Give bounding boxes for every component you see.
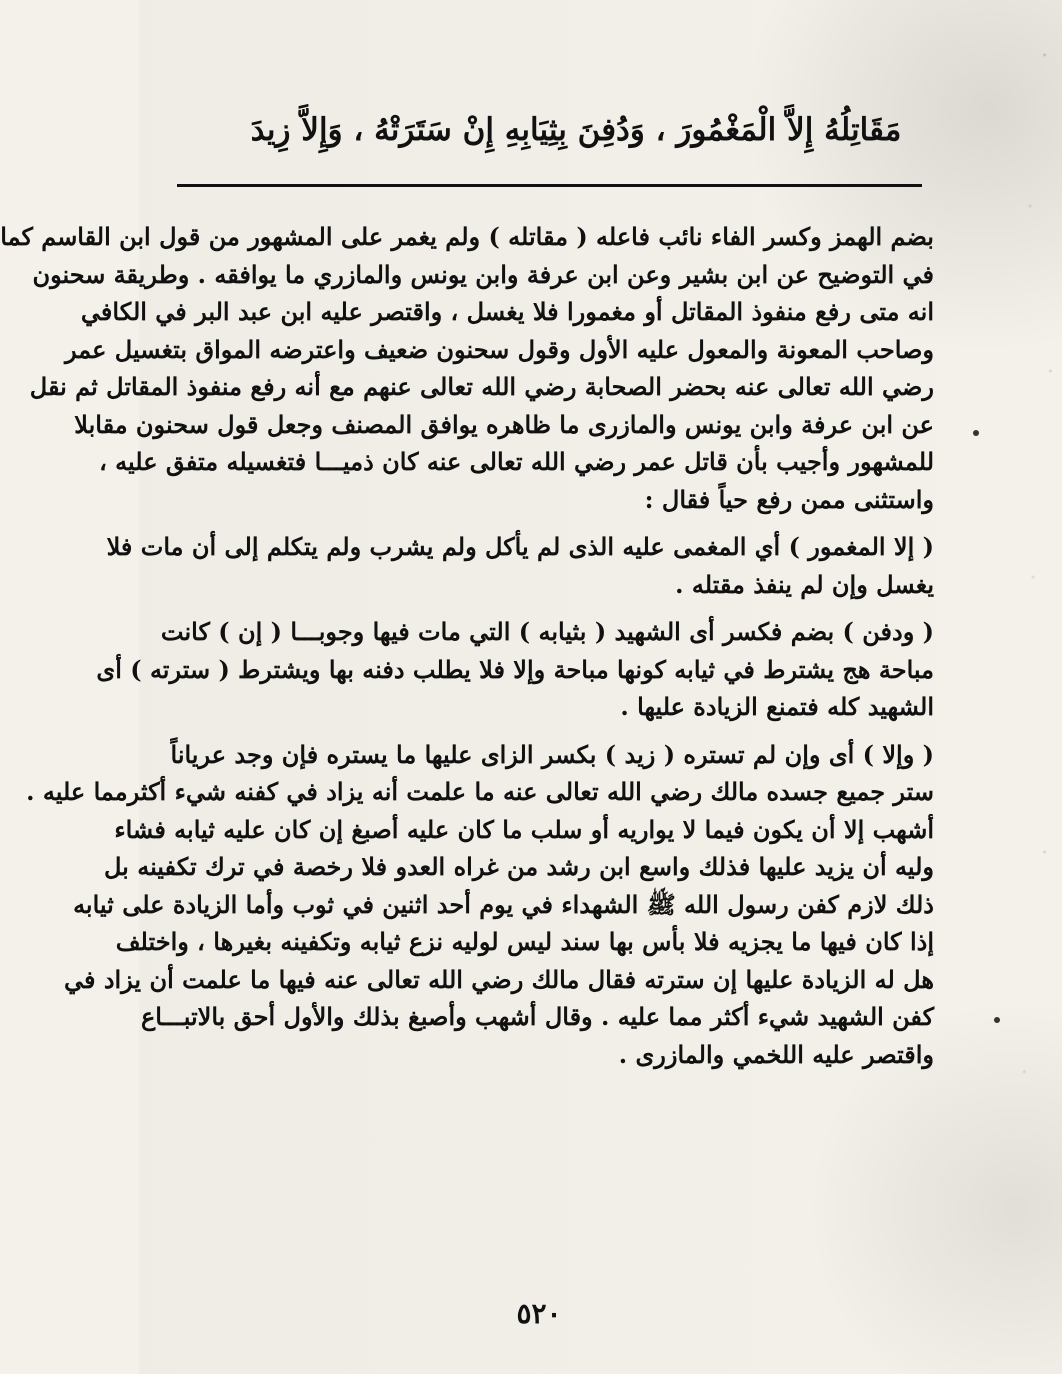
text-line: ذلك لازم كفن رسول الله ﷺ الشهداء في يوم أحد اثنين في ثوب وأما الزيادة على ثيابه — [73, 889, 934, 919]
page-number: ٥٢٠ — [516, 1297, 562, 1330]
text-line: وصاحب المعونة والمعول عليه الأول وقول سحنون ضعيف واعترضه المواق بتغسيل عمر — [64, 334, 934, 364]
text-line: ستر جميع جسده مالك رضي الله تعالى عنه ما علمت أنه يزاد في كفنه شيء أكثرمما عليه . — [26, 777, 934, 806]
text-line: في التوضيح عن ابن بشير وعن ابن عرفة وابن يونس والمازري ما يوافقه . وطريقة سحنون — [32, 259, 934, 289]
paragraph-3 — [96, 613, 934, 726]
text-line: يغسل وإن لم ينفذ مقتله . — [675, 569, 934, 599]
text-line: عن ابن عرفة وابن يونس والمازرى ما ظاهره يوافق المصنف وجعل قول سحنون مقابلا — [74, 409, 934, 439]
text-line: إذا كان فيها ما يجزيه فلا بأس بها سند ليس لوليه نزع ثيابه وتكفينه بغيرها ، واختلف — [115, 927, 934, 956]
page-content — [0, 218, 934, 1083]
paper-edge-marks — [1004, 0, 1062, 1374]
text-line: ( إلا المغمور ) أي المغمى عليه الذى لم يأكل ولم يشرب ولم يتكلم إلى أن مات فلا — [106, 532, 934, 561]
text-line: هل له الزيادة عليها إن سترته فقال مالك رضي الله تعالى عنه فيها ما علمت أن يزاد في — [63, 964, 934, 994]
text-line: ( وإلا ) أى وإن لم تستره ( زيد ) بكسر الزاى عليها ما يستره فإن وجد عرياناً — [170, 739, 934, 769]
text-line: بضم الهمز وكسر الفاء نائب فاعله ( مقاتله ) ولم يغمر على المشهور من قول ابن القاسم كما — [0, 222, 934, 251]
text-line: مباحة هج يشترط في ثيابه كونها مباحة وإلا فلا يطلب دفنه بها ويشترط ( سترته ) أى — [96, 654, 934, 684]
text-line: وليه أن يزيد عليها فذلك واسع ابن رشد من غراه العدو فلا رخصة في ترك تكفينه بل — [103, 852, 934, 881]
text-line: واقتصر عليه اللخمي والمازرى . — [618, 1039, 934, 1069]
paragraph-4 — [26, 736, 934, 1074]
text-line: كفن الشهيد شيء أكثر مما عليه . وقال أشهب وأصبغ بذلك والأول أحق بالاتبـــاع — [140, 1002, 934, 1031]
margin-mark — [994, 1017, 1000, 1023]
text-line: واستثنى ممن رفع حياً فقال : — [644, 484, 934, 514]
text-line: أشهب إلا أن يكون فيما لا يواريه أو سلب ما كان عليه أصبغ إن كان عليه ثيابه فشاء — [114, 814, 934, 844]
paragraph-2 — [106, 528, 934, 603]
text-line: ( ودفن ) بضم فكسر أى الشهيد ( بثيابه ) التي مات فيها وجوبـــا ( إن ) كانت — [160, 617, 934, 646]
text-line: الشهيد كله فتمنع الزيادة عليها . — [620, 692, 934, 721]
text-line: للمشهور وأجيب بأن قاتل عمر رضي الله تعالى عنه كان ذميـــا فتغسيله متفق عليه ، — [99, 447, 934, 476]
text-line: انه متى رفع منفوذ المقاتل أو مغمورا فلا يغسل ، واقتصر عليه ابن عبد البر في الكافي — [80, 297, 934, 326]
text-line: رضي الله تعالى عنه بحضر الصحابة رضي الله تعالى عنهم مع أنه رفع منفوذ المقاتل ثم نقل — [29, 372, 934, 401]
paragraph-1 — [0, 218, 934, 518]
verse-header: مَقَاتِلُهُ إِلاَّ الْمَغْمُورَ ، وَدُفِنَ بِثِيَابِهِ إِنْ سَتَرَتْهُ ، وَإِلاَّ زِيدَ — [250, 112, 902, 148]
margin-mark — [973, 430, 979, 436]
header-rule — [177, 184, 922, 187]
